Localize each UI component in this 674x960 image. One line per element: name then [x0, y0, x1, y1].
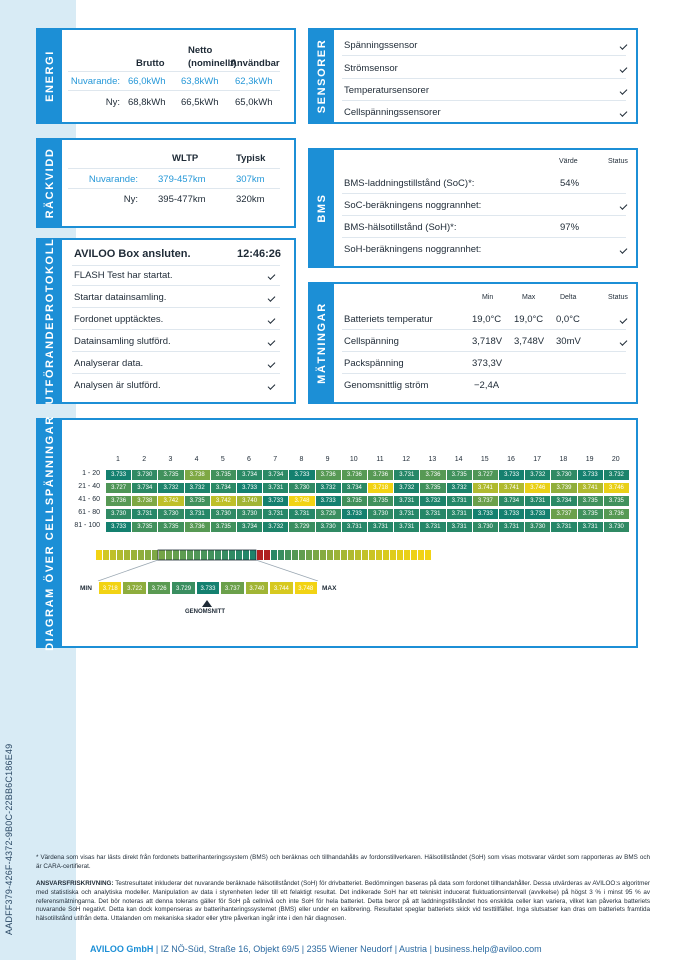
heatmap-cell: 3.731: [394, 509, 419, 519]
disclaimer-text: Testresultatet inkluderar det nuvarande beräknade hälsotillståndet (SoH) för drivbatteriet. Bedömningen baseras på data som fordonet tillhandahåller. Dessa utvärderas av AVILOO:s algoritmer med statistiska och analytiska modeller. Manipulation av data i styrenheten leder till ett felaktigt resultat. Det indikerade SoH har ett tekniskt inducerat fluktuationsintervall (avvikelse) på högst 3 % i minst 95 % av referensmätningarna. Det bör noteras att denna tolerans gäller för SoH på cellnivå och inte SoH för hela batteriet. Detta beror på att laddningstillståndet hos enskilda celler kan variera, vilket kan påverka batteriets nuvarande SoH negativt. Detta kan dock kompenseras av batterihanteringssystemet (BMS) eller under en kalibrering. Resultatet speglar batteriets skick vid testtillfället. Inga slutsatser kan dras om batteriets framtida hälsotillstånd utifrån detta. Uttalanden om mekaniska skador eller yttre påverkan ingår inte i den här diagnosen.: [36, 880, 651, 923]
heatmap-cell: 3.733: [342, 509, 367, 519]
heatmap-cell: 3.730: [604, 522, 629, 532]
heatmap-cell: 3.741: [578, 483, 603, 493]
genomsnitt-marker-icon: [202, 600, 212, 607]
bms-col-varde: Värde: [559, 158, 578, 165]
heatmap-cell: 3.735: [604, 496, 629, 506]
heatmap-cell: 3.732: [525, 470, 550, 480]
footnote: * Värdena som visas har lästs direkt från fordonets batterihanteringssystem (BMS) och beräknas och tillhandahålls av fordonstillverkaren. Hälsotillståndet (SoH) som visas motsvarar värdet som rapporteras av BMS och är CARA-certifierat.: [36, 854, 650, 870]
heatmap-cell: 3.737: [473, 496, 498, 506]
heatmap-cell: 3.730: [525, 522, 550, 532]
bms-row-label: SoC-beräkningens noggrannhet:: [344, 200, 482, 211]
heatmap-cell: 3.734: [237, 470, 262, 480]
heatmap-column-label: 6: [247, 456, 251, 463]
heatmap-cell: 3.731: [447, 522, 472, 532]
protokoll-header: AVILOO Box ansluten.: [74, 248, 191, 260]
heatmap-cell: 3.730: [237, 509, 262, 519]
cellspanning-tab: DIAGRAM ÖVER CELLSPÄNNINGAR: [38, 420, 62, 646]
check-icon: [268, 272, 276, 280]
matning-label: Genomsnittlig ström: [344, 380, 429, 391]
protokoll-item: FLASH Test har startat.: [74, 270, 173, 281]
heatmap-column-label: 16: [507, 456, 515, 463]
heatmap-cell: 3.729: [316, 509, 341, 519]
footer-address: IZ NÖ-Süd, Straße 16, Objekt 69/5: [160, 944, 300, 954]
heatmap-cell: 3.733: [578, 470, 603, 480]
matning-min: −2,4A: [474, 380, 500, 391]
protokoll-panel: [36, 238, 296, 404]
protokoll-item: Analyserar data.: [74, 358, 144, 369]
bms-row-label: BMS-hälsotillstånd (SoH)*:: [344, 222, 457, 233]
heatmap-cell: 3.733: [473, 509, 498, 519]
heatmap-cell: 3.734: [551, 496, 576, 506]
matningar-panel: [308, 282, 638, 404]
heatmap-column-label: 17: [533, 456, 542, 463]
heatmap-cell: 3.737: [551, 509, 576, 519]
heatmap-cell: 3.736: [342, 470, 367, 480]
heatmap-cell: 3.734: [211, 483, 236, 493]
heatmap-cell: 3.738: [185, 470, 210, 480]
energi-anvandbar-value: 62,3kWh: [235, 76, 273, 87]
check-icon: [620, 42, 628, 50]
heatmap-cell: 3.736: [316, 470, 341, 480]
disclaimer: [36, 880, 650, 924]
sensor-item: Temperatursensorer: [344, 85, 430, 96]
heatmap-cell: 3.734: [342, 483, 367, 493]
heatmap-cell: 3.736: [106, 496, 131, 506]
check-icon: [620, 65, 628, 73]
protokoll-item: Fordonet upptäcktes.: [74, 314, 164, 325]
check-icon: [268, 382, 276, 390]
sensor-item: Spänningssensor: [344, 40, 418, 51]
footer-company: AVILOO GmbH: [90, 944, 154, 954]
heatmap-column-label: 8: [299, 456, 304, 463]
heatmap-cell: 3.730: [132, 470, 157, 480]
heatmap-cell: 3.734: [499, 496, 524, 506]
heatmap-cell: 3.730: [551, 470, 576, 480]
heatmap-cell: 3.730: [473, 522, 498, 532]
heatmap-cell: 3.734: [132, 483, 157, 493]
heatmap-cell: 3.731: [132, 509, 157, 519]
rackvidd-wltp-value: 395-477km: [158, 194, 206, 205]
scale-zoom-lines: [38, 420, 638, 648]
heatmap-cell: 3.735: [211, 522, 236, 532]
rackvidd-typisk-value: 307km: [236, 174, 265, 185]
bms-col-status: Status: [608, 158, 628, 165]
heatmap-cell: 3.730: [289, 483, 314, 493]
heatmap-column-label: 13: [428, 456, 437, 463]
protokoll-item: Startar datainsamling.: [74, 292, 167, 303]
heatmap-cell: 3.731: [420, 522, 445, 532]
legend-value: 3.726: [147, 581, 171, 595]
heatmap-column-label: 1: [116, 456, 120, 463]
heatmap-cell: 3.731: [185, 509, 210, 519]
matningar-tab: MÄTNINGAR: [310, 284, 334, 402]
disclaimer-title: ANSVARSFRISKRIVNING:: [36, 880, 114, 887]
matning-max: 3,748V: [514, 336, 545, 347]
bms-row-label: BMS-laddningstillstånd (SoC)*:: [344, 178, 475, 189]
heatmap-cell: 3.727: [473, 470, 498, 480]
heatmap-cell: 3.738: [132, 496, 157, 506]
heatmap-cell: 3.735: [578, 509, 603, 519]
footer: AVILOO GmbH | IZ NÖ-Süd, Straße 16, Objekt 69/5 | 2355 Wiener Neudorf | Austria | business.help@aviloo.com: [90, 944, 542, 954]
matning-delta: 0,0°C: [556, 314, 580, 325]
heatmap-cell: 3.735: [420, 483, 445, 493]
heatmap-cell: 3.732: [604, 470, 629, 480]
matning-max: 19,0°C: [514, 314, 544, 325]
rackvidd-typisk-value: 320km: [236, 194, 265, 205]
heatmap-column-label: 4: [194, 456, 199, 463]
bms-panel: [308, 148, 638, 268]
heatmap-cell: 3.731: [394, 496, 419, 506]
check-icon: [620, 246, 628, 254]
footer-country: Austria: [399, 944, 428, 954]
matning-min: 19,0°C: [472, 314, 502, 325]
heatmap-cell: 3.735: [211, 470, 236, 480]
energi-tab: ENERGI: [38, 30, 62, 122]
heatmap-cell: 3.734: [263, 470, 288, 480]
heatmap-cell: 3.731: [447, 509, 472, 519]
matning-delta: 30mV: [556, 336, 581, 347]
check-icon: [620, 87, 628, 95]
heatmap-cell: 3.731: [289, 509, 314, 519]
legend-value: 3.737: [220, 581, 244, 595]
legend-value: 3.740: [245, 581, 269, 595]
heatmap-cell: 3.732: [447, 483, 472, 493]
heatmap-cell: 3.733: [525, 509, 550, 519]
check-icon: [268, 294, 276, 302]
bms-row-value: 97%: [560, 222, 580, 233]
energi-panel: [36, 28, 296, 124]
heatmap-cell: 3.731: [263, 509, 288, 519]
heatmap-cell: 3.736: [604, 509, 629, 519]
heatmap-column-label: 19: [585, 456, 594, 463]
bms-row-value: 54%: [560, 178, 580, 189]
check-icon: [620, 338, 628, 346]
genomsnitt-label: GENOMSNITT: [185, 609, 225, 615]
heatmap-column-label: 12: [402, 456, 411, 463]
sensor-item: Cellspänningssensorer: [344, 107, 441, 118]
energi-brutto-value: 68,8kWh: [128, 97, 166, 108]
legend-value: 3.748: [294, 581, 318, 595]
heatmap-cell: 3.735: [447, 470, 472, 480]
heatmap-cell: 3.736: [420, 470, 445, 480]
energi-brutto-value: 66,0kWh: [128, 76, 166, 87]
bms-tab: BMS: [310, 150, 334, 266]
heatmap-cell: 3.739: [551, 483, 576, 493]
energi-anvandbar-value: 65,0kWh: [235, 97, 273, 108]
heatmap-cell: 3.732: [158, 483, 183, 493]
heatmap-cell: 3.732: [394, 483, 419, 493]
energi-col-nominellt: (nominellt): [188, 58, 237, 69]
heatmap-column-label: 2: [142, 456, 147, 463]
matningar-col-max: Max: [522, 294, 536, 301]
matning-label: Cellspänning: [344, 336, 399, 347]
heatmap-cell: 3.731: [551, 522, 576, 532]
matningar-col-delta: Delta: [560, 294, 577, 301]
legend-value: 3.722: [122, 581, 146, 595]
heatmap-cell: 3.731: [368, 522, 393, 532]
footer-city: 2355 Wiener Neudorf: [306, 944, 393, 954]
heatmap-cell: 3.733: [106, 522, 131, 532]
heatmap-column-label: 5: [220, 456, 225, 463]
legend-value: 3.744: [269, 581, 293, 595]
heatmap-cell: 3.729: [289, 522, 314, 532]
rackvidd-tab: RÄCKVIDD: [38, 140, 62, 226]
heatmap-cell: 3.733: [263, 496, 288, 506]
heatmap-cell: 3.735: [185, 496, 210, 506]
heatmap-cell: 3.735: [368, 496, 393, 506]
heatmap-column-label: 14: [454, 456, 463, 463]
heatmap-cell: 3.730: [106, 509, 131, 519]
rackvidd-col-wltp: WLTP: [172, 153, 199, 164]
energi-netto-value: 63,8kWh: [181, 76, 219, 87]
heatmap-cell: 3.734: [237, 522, 262, 532]
matning-label: Packspänning: [344, 358, 404, 369]
heatmap-cell: 3.731: [420, 509, 445, 519]
heatmap-cell: 3.735: [158, 470, 183, 480]
heatmap-column-label: 9: [325, 456, 330, 463]
sensor-item: Strömsensor: [344, 63, 398, 74]
protokoll-tab: UTFÖRANDEPROTOKOLL: [38, 240, 62, 402]
heatmap-cell: 3.742: [158, 496, 183, 506]
heatmap-cell: 3.733: [106, 470, 131, 480]
legend-min-label: MIN: [80, 585, 92, 592]
heatmap-cell: 3.732: [185, 483, 210, 493]
legend-value: 3.718: [98, 581, 122, 595]
heatmap-row-label: 61 - 80: [78, 509, 100, 516]
heatmap-cell: 3.718: [368, 483, 393, 493]
check-icon: [268, 316, 276, 324]
heatmap-cell: 3.733: [499, 470, 524, 480]
heatmap-cell: 3.730: [211, 509, 236, 519]
bms-row-label: SoH-beräkningens noggrannhet:: [344, 244, 482, 255]
protokoll-item: Datainsamling slutförd.: [74, 336, 171, 347]
protokoll-time: 12:46:26: [237, 248, 282, 260]
heatmap-row-label: 21 - 40: [78, 483, 100, 490]
heatmap-cell: 3.736: [368, 470, 393, 480]
heatmap-cell: 3.731: [499, 522, 524, 532]
heatmap-cell: 3.731: [263, 483, 288, 493]
rackvidd-col-typisk: Typisk: [236, 153, 266, 164]
heatmap-cell: 3.730: [158, 509, 183, 519]
heatmap-cell: 3.731: [525, 496, 550, 506]
energi-netto-value: 66,5kWh: [181, 97, 219, 108]
heatmap-cell: 3.732: [316, 483, 341, 493]
heatmap-cell: 3.735: [158, 522, 183, 532]
energi-col-netto: Netto: [188, 45, 213, 56]
protokoll-item: Analysen är slutförd.: [74, 380, 161, 391]
heatmap-cell: 3.730: [316, 522, 341, 532]
heatmap-cell: 3.741: [473, 483, 498, 493]
energi-col-anvandbar: Användbar: [230, 58, 280, 69]
heatmap-row-label: 81 - 100: [74, 522, 100, 529]
heatmap-column-label: 18: [559, 456, 568, 463]
heatmap-cell: 3.733: [237, 483, 262, 493]
matning-min: 373,3V: [472, 358, 503, 369]
heatmap-cell: 3.746: [604, 483, 629, 493]
rackvidd-panel: [36, 138, 296, 228]
heatmap-row-label: 41 - 60: [78, 496, 100, 503]
heatmap-cell: 3.731: [394, 522, 419, 532]
heatmap-cell: 3.740: [237, 496, 262, 506]
sensorer-panel: [308, 28, 638, 124]
energi-col-brutto: Brutto: [136, 58, 165, 69]
heatmap-column-label: 7: [273, 456, 278, 463]
heatmap-cell: 3.731: [578, 522, 603, 532]
heatmap-cell: 3.733: [316, 496, 341, 506]
check-icon: [620, 109, 628, 117]
heatmap-cell: 3.746: [525, 483, 550, 493]
heatmap-cell: 3.748: [289, 496, 314, 506]
check-icon: [268, 338, 276, 346]
heatmap-cell: 3.742: [211, 496, 236, 506]
heatmap-cell: 3.735: [342, 496, 367, 506]
heatmap-cell: 3.735: [132, 522, 157, 532]
heatmap-cell: 3.733: [289, 470, 314, 480]
heatmap-cell: 3.732: [263, 522, 288, 532]
sensorer-tab: SENSORER: [310, 30, 334, 122]
heatmap-row-label: 1 - 20: [82, 470, 100, 477]
heatmap-cell: 3.733: [499, 509, 524, 519]
legend-value: 3.733: [196, 581, 220, 595]
heatmap-column-label: 3: [168, 456, 173, 463]
heatmap-column-label: 15: [480, 456, 489, 463]
matning-label: Batteriets temperatur: [344, 314, 433, 325]
matningar-col-status: Status: [608, 294, 628, 301]
heatmap-column-label: 11: [376, 456, 384, 463]
heatmap-column-label: 10: [349, 456, 358, 463]
matning-min: 3,718V: [472, 336, 503, 347]
check-icon: [620, 202, 628, 210]
heatmap-cell: 3.736: [185, 522, 210, 532]
matningar-col-min: Min: [482, 294, 494, 301]
energi-row-label: Nuvarande:: [70, 76, 120, 87]
legend-scale: [98, 581, 318, 597]
heatmap-cell: 3.731: [342, 522, 367, 532]
check-icon: [268, 360, 276, 368]
energi-row-label: Ny:: [105, 97, 120, 108]
rackvidd-row-label: Nuvarande:: [88, 174, 138, 185]
check-icon: [620, 316, 628, 324]
heatmap-cell: 3.732: [420, 496, 445, 506]
heatmap-cell: 3.730: [368, 509, 393, 519]
legend-value: 3.729: [171, 581, 195, 595]
heatmap-cell: 3.731: [394, 470, 419, 480]
heatmap-cell: 3.741: [499, 483, 524, 493]
heatmap-cell: 3.735: [578, 496, 603, 506]
rackvidd-row-label: Ny:: [123, 194, 138, 205]
heatmap-column-label: 20: [611, 456, 620, 463]
footer-email[interactable]: business.help@aviloo.com: [434, 944, 542, 954]
heatmap-cell: 3.727: [106, 483, 131, 493]
cellspanning-panel: [36, 415, 638, 651]
legend-max-label: MAX: [322, 585, 337, 592]
heatmap-cell: 3.731: [447, 496, 472, 506]
rackvidd-wltp-value: 379-457km: [158, 174, 206, 185]
